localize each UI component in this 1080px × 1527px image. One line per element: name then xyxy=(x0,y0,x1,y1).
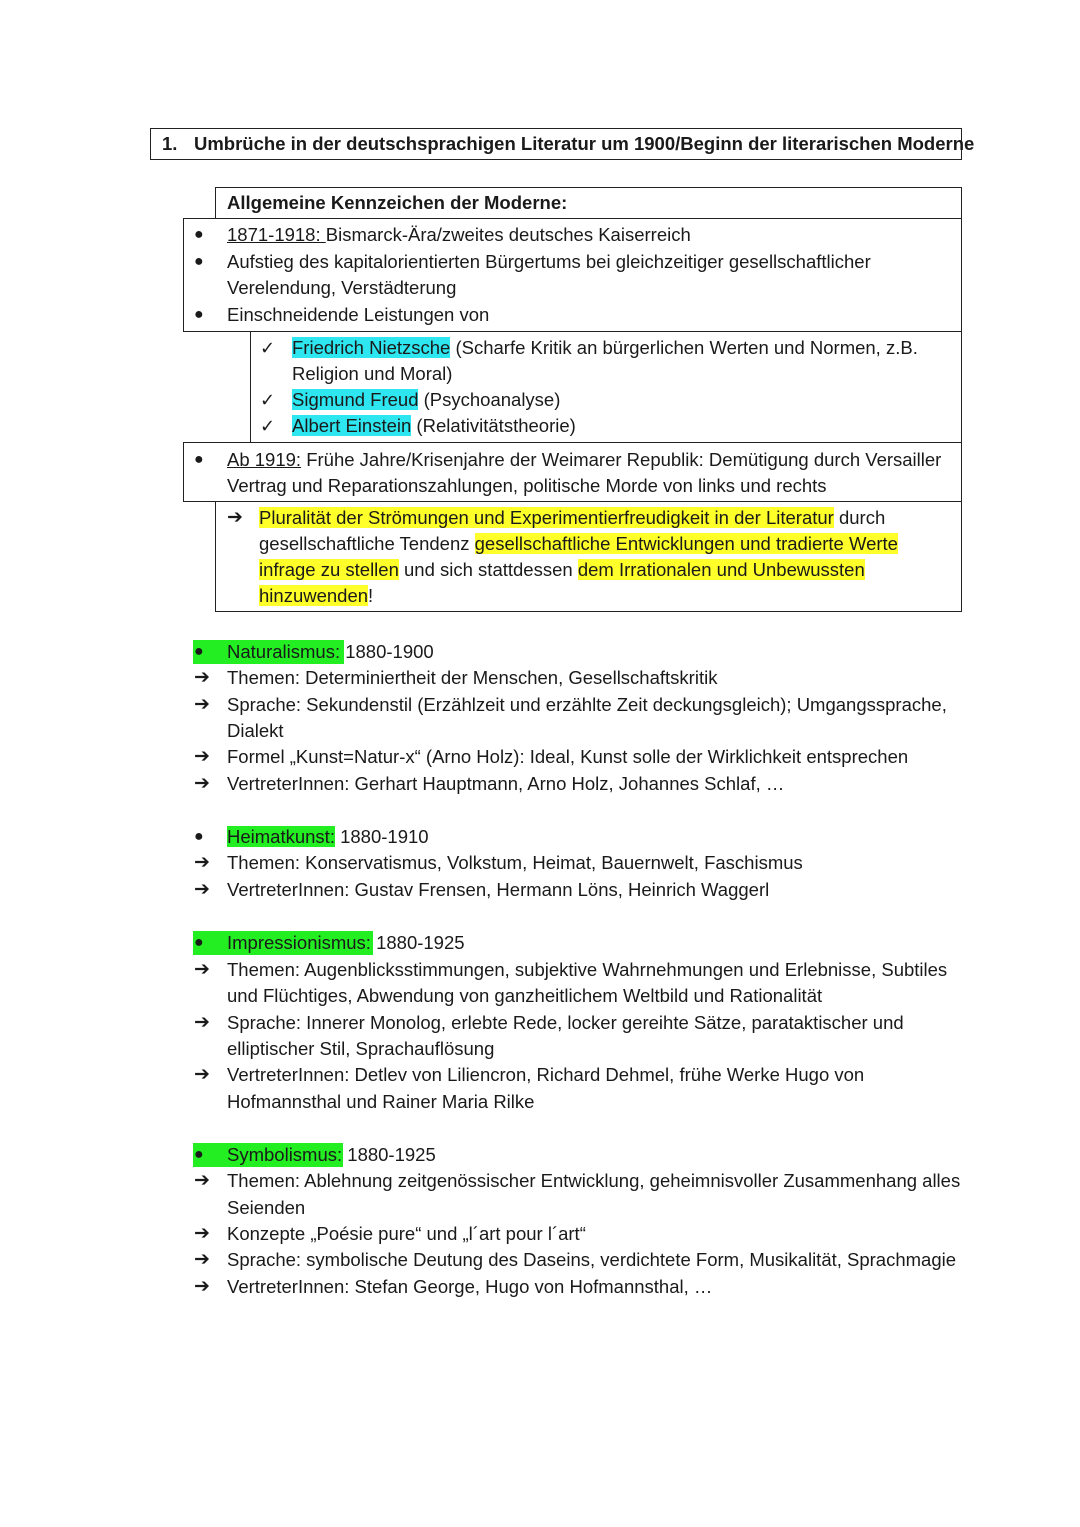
epoch-name: Impressionismus: xyxy=(227,932,371,953)
bullet-icon: ● xyxy=(194,828,204,845)
person-note: (Psychoanalyse) xyxy=(418,389,561,410)
page-title: Umbrüche in der deutschsprachigen Literatur um 1900/Beginn der literarischen Moderne xyxy=(194,133,975,154)
arrow-right-icon: ➔ xyxy=(194,959,210,980)
person-note: (Scharfe Kritik an bürgerlichen Werten und Normen, z.B. xyxy=(450,337,918,358)
heimatkunst-vertreter: VertreterInnen: Gustav Frensen, Hermann Löns, Heinrich Waggerl xyxy=(227,879,770,900)
fazit-l3 xyxy=(259,557,865,583)
highlight: gesellschaftliche Entwicklungen und tradierte Werte xyxy=(474,533,898,554)
arrow-right-icon: ➔ xyxy=(194,1276,210,1297)
bullet-icon: ● xyxy=(194,306,204,323)
arrow-right-icon: ➔ xyxy=(194,694,210,715)
fazit-l1 xyxy=(259,505,885,531)
highlight: hinzuwenden xyxy=(259,585,369,606)
symbolismus-themen-l1: Themen: Ablehnung zeitgenössischer Entwicklung, geheimnisvoller Zusammenhang alles xyxy=(227,1170,961,1191)
arrow-right-icon: ➔ xyxy=(194,1170,210,1191)
epoch-years: 1880-1925 xyxy=(370,932,465,953)
naturalismus-vertreter: VertreterInnen: Gerhart Hauptmann, Arno Holz, Johannes Schlaf, … xyxy=(227,773,785,794)
person-name: Albert Einstein xyxy=(292,415,412,436)
bullet-text: Frühe Jahre/Krisenjahre der Weimarer Republik: Demütigung durch Versailler xyxy=(301,449,942,470)
epoch-name: Heimatkunst: xyxy=(227,826,335,847)
check-icon: ✓ xyxy=(260,416,276,436)
check-nietzsche-l2: Religion und Moral) xyxy=(292,363,453,384)
impressionismus-vertreter-l2: Hofmannsthal und Rainer Maria Rilke xyxy=(227,1091,535,1112)
arrow-right-icon: ➔ xyxy=(194,667,210,688)
arrow-right-icon: ➔ xyxy=(194,1223,210,1244)
naturalismus-sprache-l2: Dialekt xyxy=(227,720,284,741)
allgemein-title: Allgemeine Kennzeichen der Moderne: xyxy=(227,192,568,213)
bullet-buergertum-l1: Aufstieg des kapitalorientierten Bürgertums bei gleichzeitiger gesellschaftlicher xyxy=(227,251,871,272)
fazit-text: ! xyxy=(368,585,374,606)
bullet-icon: ● xyxy=(194,1146,204,1163)
fazit-text: gesellschaftliche Tendenz xyxy=(259,533,475,554)
arrow-right-icon: ➔ xyxy=(194,1249,210,1270)
epoch-impressionismus xyxy=(227,930,465,956)
epoch-name: Symbolismus: xyxy=(227,1144,343,1165)
check-einstein xyxy=(292,413,576,439)
epoch-heimatkunst xyxy=(227,824,429,850)
bullet-icon: ● xyxy=(194,934,204,951)
bullet-icon: ● xyxy=(194,643,204,660)
arrow-right-icon: ➔ xyxy=(194,773,210,794)
bullet-icon: ● xyxy=(194,451,204,468)
highlight: infrage zu stellen xyxy=(259,559,399,580)
person-name: Sigmund Freud xyxy=(292,389,419,410)
check-icon: ✓ xyxy=(260,338,276,358)
bullet-icon: ● xyxy=(194,226,204,243)
arrow-right-icon: ➔ xyxy=(194,1064,210,1085)
naturalismus-themen: Themen: Determiniertheit der Menschen, Gesellschaftskritik xyxy=(227,667,718,688)
symbolismus-vertreter: VertreterInnen: Stefan George, Hugo von Hofmannsthal, … xyxy=(227,1276,713,1297)
bullet-weimar-l2: Vertrag und Reparationszahlungen, politische Morde von links und rechts xyxy=(227,475,827,496)
check-nietzsche xyxy=(292,335,918,361)
arrow-right-icon: ➔ xyxy=(194,746,210,767)
bullet-text: Bismarck-Ära/zweites deutsches Kaiserreich xyxy=(325,224,691,245)
symbolismus-konzepte: Konzepte „Poésie pure“ und „l´art pour l´art“ xyxy=(227,1223,586,1244)
bullet-kaiserreich xyxy=(227,222,691,248)
arrow-right-icon: ➔ xyxy=(194,852,210,873)
impressionismus-sprache-l1: Sprache: Innerer Monolog, erlebte Rede, locker gereihte Sätze, parataktischer und xyxy=(227,1012,904,1033)
impressionismus-vertreter-l1: VertreterInnen: Detlev von Liliencron, Richard Dehmel, frühe Werke Hugo von xyxy=(227,1064,865,1085)
fazit-l2 xyxy=(259,531,898,557)
heimatkunst-themen: Themen: Konservatismus, Volkstum, Heimat, Bauernwelt, Faschismus xyxy=(227,852,803,873)
date-label: 1871-1918: xyxy=(227,224,326,245)
epoch-name: Naturalismus: xyxy=(227,641,341,662)
impressionismus-themen-l2: und Flüchtiges, Abwendung von ganzheitlichem Weltbild und Rationalität xyxy=(227,985,823,1006)
check-freud xyxy=(292,387,560,413)
arrow-right-icon: ➔ xyxy=(227,507,243,528)
heading-number: 1. xyxy=(162,133,178,154)
epoch-naturalismus xyxy=(227,639,434,665)
bullet-buergertum-l2: Verelendung, Verstädterung xyxy=(227,277,457,298)
epoch-symbolismus xyxy=(227,1142,436,1168)
epoch-years: 1880-1910 xyxy=(334,826,429,847)
epoch-years: 1880-1900 xyxy=(340,641,434,662)
arrow-right-icon: ➔ xyxy=(194,879,210,900)
epoch-years: 1880-1925 xyxy=(342,1144,436,1165)
fazit-text: durch xyxy=(833,507,886,528)
check-icon: ✓ xyxy=(260,390,276,410)
impressionismus-sprache-l2: elliptischer Stil, Sprachauflösung xyxy=(227,1038,495,1059)
arrow-right-icon: ➔ xyxy=(194,1012,210,1033)
bullet-weimar-l1 xyxy=(227,447,941,473)
bullet-leistungen: Einschneidende Leistungen von xyxy=(227,304,490,325)
impressionismus-themen-l1: Themen: Augenblicksstimmungen, subjektive Wahrnehmungen und Erlebnisse, Subtiles xyxy=(227,959,948,980)
fazit-l4 xyxy=(259,583,373,609)
bullet-icon: ● xyxy=(194,253,204,270)
fazit-text: und sich stattdessen xyxy=(398,559,578,580)
person-note: (Relativitätstheorie) xyxy=(411,415,576,436)
highlight: Pluralität der Strömungen und Experimentierfreudigkeit in der Literatur xyxy=(259,507,834,528)
date-label: Ab 1919: xyxy=(227,449,302,470)
highlight: dem Irrationalen und Unbewussten xyxy=(577,559,865,580)
naturalismus-sprache-l1: Sprache: Sekundenstil (Erzählzeit und erzählte Zeit deckungsgleich); Umgangssprache, xyxy=(227,694,947,715)
symbolismus-themen-l2: Seienden xyxy=(227,1197,306,1218)
person-name: Friedrich Nietzsche xyxy=(292,337,451,358)
symbolismus-sprache: Sprache: symbolische Deutung des Daseins, verdichtete Form, Musikalität, Sprachmagie xyxy=(227,1249,957,1270)
naturalismus-formel: Formel „Kunst=Natur-x“ (Arno Holz): Ideal, Kunst solle der Wirklichkeit entsprechen xyxy=(227,746,909,767)
